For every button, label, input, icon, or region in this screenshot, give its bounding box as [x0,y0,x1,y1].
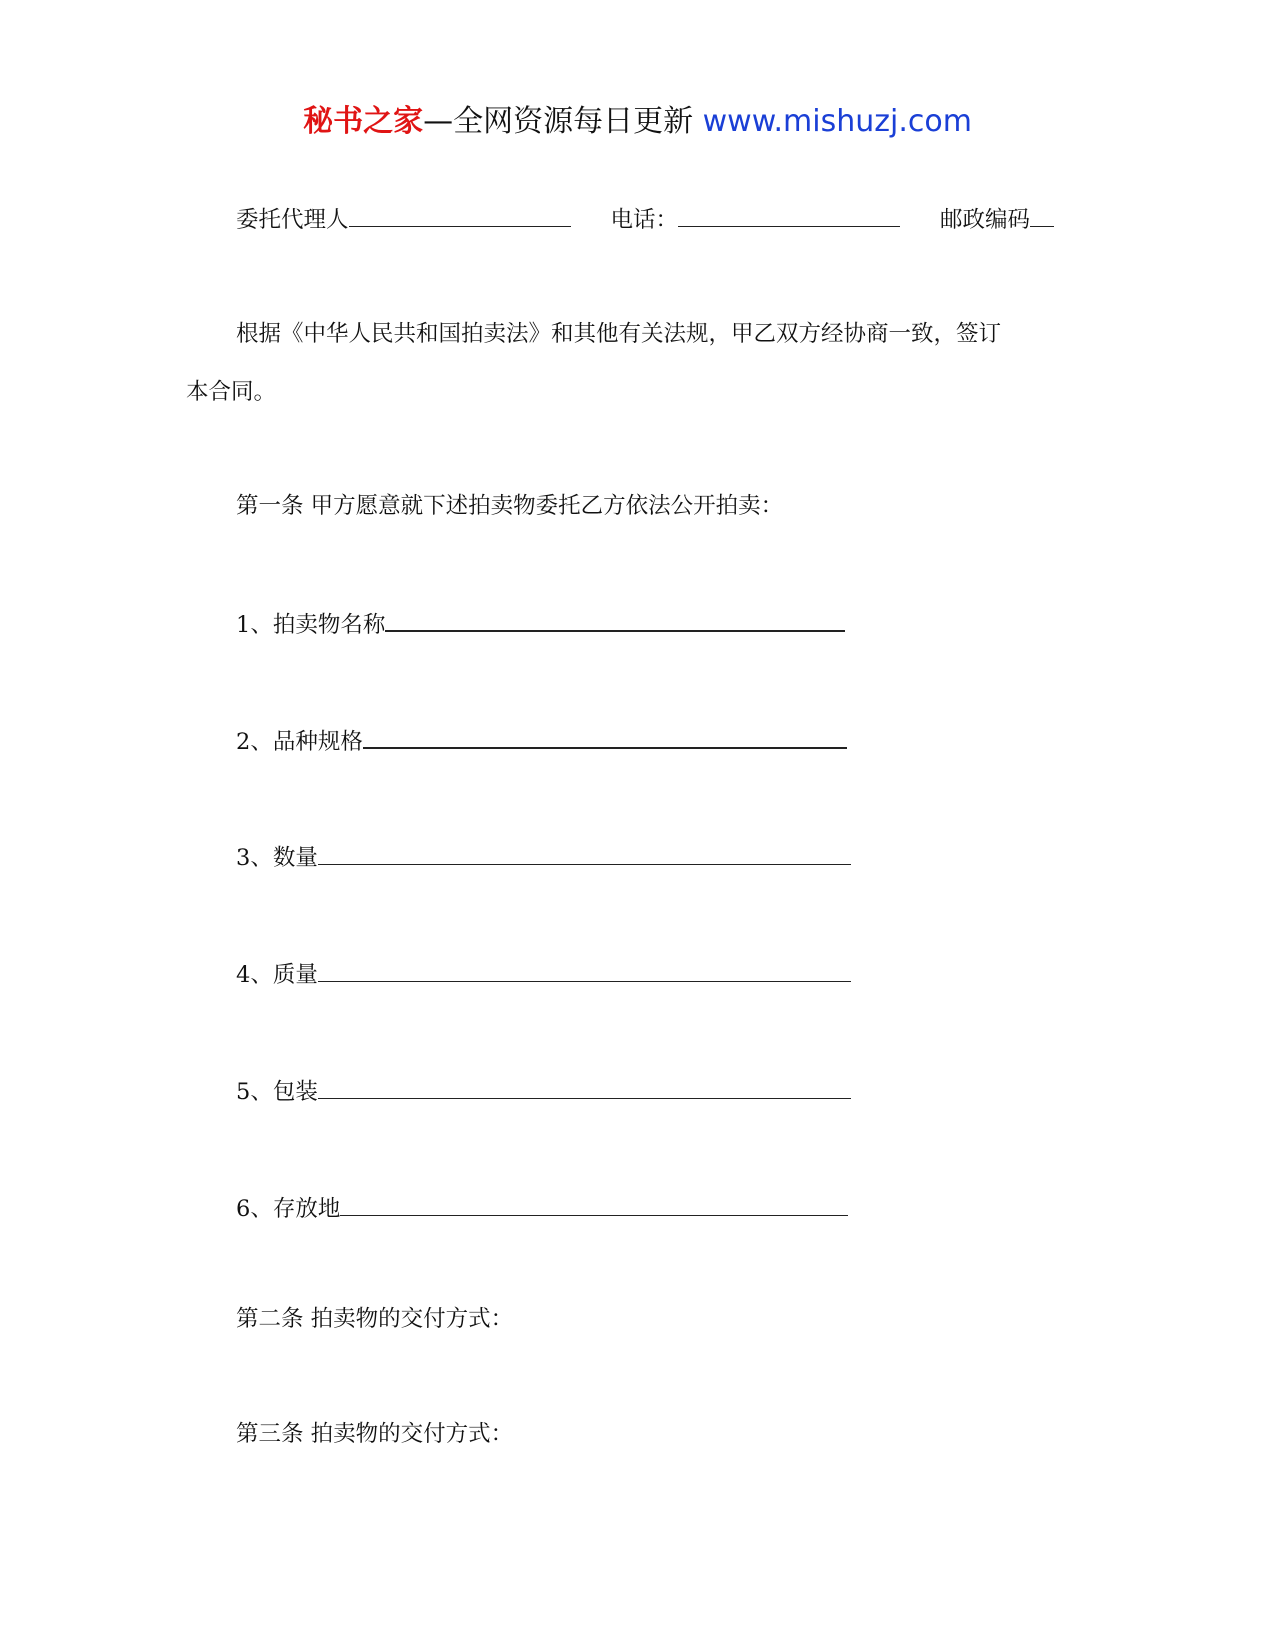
item-blank [318,838,851,865]
contact-line [236,200,1054,236]
phone-label: 电话： [610,207,679,233]
item-label: 3、数量 [236,845,318,871]
item-quality-row [236,955,851,991]
intro-line-2: 本合同。 [186,379,277,405]
site-header [0,100,1275,144]
brand-name: 秘书之家 [303,104,424,139]
agent-blank [349,200,571,227]
item-name-row [236,604,845,641]
item-label: 2、品种规格 [236,729,363,755]
postcode-blank [1030,200,1054,227]
item-storage-row [236,1189,848,1225]
item-blank [318,955,851,982]
item-label: 5、包装 [236,1079,318,1105]
article-3: 第三条 拍卖物的交付方式： [236,1421,514,1447]
site-url[interactable]: www.mishuzj.com [702,104,972,139]
item-blank [318,1072,851,1099]
header-tagline: —全网资源每日更新 [423,104,694,139]
intro-line-1: 根据《中华人民共和国拍卖法》和其他有关法规，甲乙双方经协商一致，签订 [236,321,1002,347]
item-blank [363,721,847,749]
item-packaging-row [236,1072,851,1108]
item-label: 6、存放地 [236,1196,341,1222]
item-blank [340,1189,848,1216]
item-spec-row [236,721,847,758]
item-label: 1、拍卖物名称 [236,612,386,638]
phone-blank [678,200,900,227]
article-1: 第一条 甲方愿意就下述拍卖物委托乙方依法公开拍卖： [236,493,784,519]
item-blank [385,604,845,632]
postcode-label: 邮政编码 [940,207,1031,233]
item-quantity-row [236,838,851,874]
item-label: 4、质量 [236,962,318,988]
agent-label: 委托代理人 [236,207,349,233]
article-2: 第二条 拍卖物的交付方式： [236,1306,514,1332]
